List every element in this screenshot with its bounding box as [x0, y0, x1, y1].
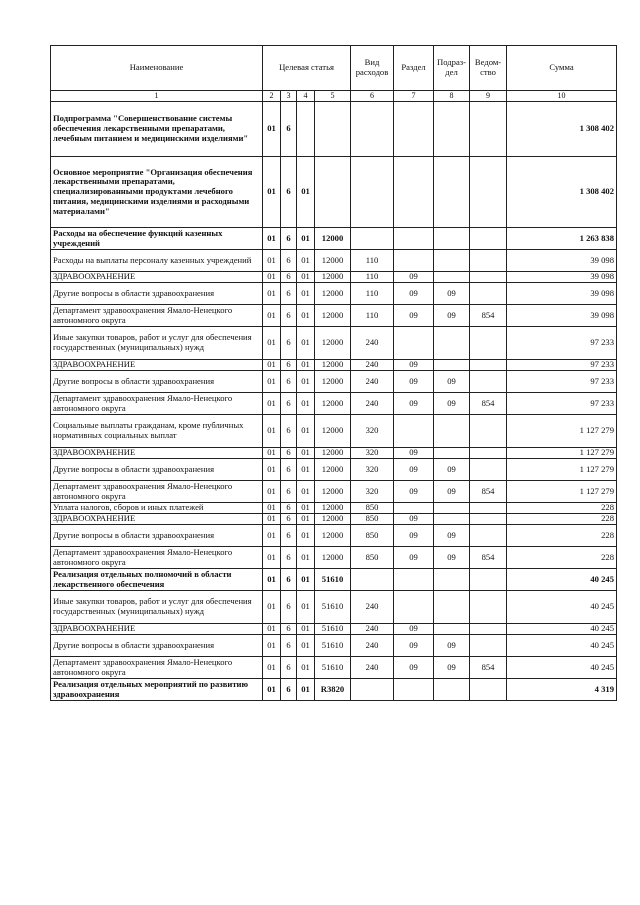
target-code-3: 01	[297, 525, 315, 547]
target-code-1: 01	[263, 327, 281, 360]
target-code-2: 6	[281, 448, 297, 459]
target-code-4: 51610	[315, 569, 351, 591]
row-name: Иные закупки товаров, работ и услуг для обеспечения государственных (муниципальных) нужд	[51, 327, 263, 360]
target-code-2: 6	[281, 547, 297, 569]
target-code-3: 01	[297, 250, 315, 272]
target-code-3: 01	[297, 305, 315, 327]
department-code	[470, 250, 507, 272]
target-code-1: 01	[263, 514, 281, 525]
target-code-1: 01	[263, 415, 281, 448]
table-row	[51, 371, 617, 393]
table-row	[51, 157, 617, 228]
target-code-2: 6	[281, 525, 297, 547]
section-code	[394, 591, 434, 624]
subsection-code	[434, 327, 470, 360]
target-code-2: 6	[281, 415, 297, 448]
header-target: Целевая статья	[263, 46, 351, 91]
target-code-2: 6	[281, 657, 297, 679]
target-code-3: 01	[297, 459, 315, 481]
target-code-2: 6	[281, 514, 297, 525]
target-code-4: 51610	[315, 657, 351, 679]
subsection-code	[434, 514, 470, 525]
amount: 40 245	[507, 569, 617, 591]
amount: 40 245	[507, 635, 617, 657]
target-code-3: 01	[297, 448, 315, 459]
table-row	[51, 360, 617, 371]
department-code	[470, 591, 507, 624]
target-code-1: 01	[263, 250, 281, 272]
amount: 4 319	[507, 679, 617, 701]
target-code-3: 01	[297, 657, 315, 679]
section-code	[394, 157, 434, 228]
column-number: 4	[297, 91, 315, 102]
target-code-2: 6	[281, 481, 297, 503]
target-code-1: 01	[263, 624, 281, 635]
expense-type: 240	[351, 657, 394, 679]
row-name: Социальные выплаты гражданам, кроме публичных нормативных социальных выплат	[51, 415, 263, 448]
target-code-1: 01	[263, 283, 281, 305]
department-code	[470, 327, 507, 360]
table-row	[51, 547, 617, 569]
section-code: 09	[394, 393, 434, 415]
target-code-4: 51610	[315, 635, 351, 657]
target-code-3: 01	[297, 481, 315, 503]
target-code-4: 12000	[315, 250, 351, 272]
target-code-3: 01	[297, 514, 315, 525]
target-code-4: 12000	[315, 448, 351, 459]
target-code-4: 12000	[315, 459, 351, 481]
department-code	[470, 569, 507, 591]
amount: 228	[507, 514, 617, 525]
section-code: 09	[394, 448, 434, 459]
expense-type	[351, 157, 394, 228]
target-code-1: 01	[263, 503, 281, 514]
table-row	[51, 635, 617, 657]
row-name: Уплата налогов, сборов и иных платежей	[51, 503, 263, 514]
subsection-code	[434, 569, 470, 591]
section-code	[394, 415, 434, 448]
amount: 1 263 838	[507, 228, 617, 250]
target-code-2: 6	[281, 157, 297, 228]
target-code-2: 6	[281, 393, 297, 415]
column-number: 2	[263, 91, 281, 102]
expense-type: 320	[351, 481, 394, 503]
target-code-3: 01	[297, 157, 315, 228]
target-code-1: 01	[263, 459, 281, 481]
table-row	[51, 102, 617, 157]
target-code-3	[297, 102, 315, 157]
department-code: 854	[470, 657, 507, 679]
target-code-2: 6	[281, 102, 297, 157]
expense-type	[351, 102, 394, 157]
expense-type: 240	[351, 360, 394, 371]
amount: 228	[507, 547, 617, 569]
department-code	[470, 102, 507, 157]
expense-type: 320	[351, 448, 394, 459]
target-code-4: 12000	[315, 327, 351, 360]
section-code: 09	[394, 371, 434, 393]
target-code-1: 01	[263, 228, 281, 250]
row-name: Подпрограмма "Совершенствование системы обеспечения лекарственными препаратами, лечебным питанием и медицинскими изделиями"	[51, 102, 263, 157]
subsection-code	[434, 679, 470, 701]
subsection-code: 09	[434, 657, 470, 679]
section-code: 09	[394, 360, 434, 371]
expense-type: 240	[351, 327, 394, 360]
target-code-1: 01	[263, 393, 281, 415]
target-code-2: 6	[281, 624, 297, 635]
row-name: Иные закупки товаров, работ и услуг для обеспечения государственных (муниципальных) нужд	[51, 591, 263, 624]
column-number: 3	[281, 91, 297, 102]
table-row	[51, 657, 617, 679]
header-name: Наименование	[51, 46, 263, 91]
target-code-3: 01	[297, 371, 315, 393]
target-code-3: 01	[297, 360, 315, 371]
table-row	[51, 448, 617, 459]
department-code	[470, 157, 507, 228]
department-code: 854	[470, 393, 507, 415]
amount: 97 233	[507, 327, 617, 360]
row-name: Другие вопросы в области здравоохранения	[51, 371, 263, 393]
target-code-1: 01	[263, 635, 281, 657]
table-row	[51, 569, 617, 591]
column-number: 8	[434, 91, 470, 102]
target-code-2: 6	[281, 569, 297, 591]
column-number: 1	[51, 91, 263, 102]
target-code-2: 6	[281, 503, 297, 514]
expense-type: 110	[351, 250, 394, 272]
target-code-1: 01	[263, 657, 281, 679]
column-number: 5	[315, 91, 351, 102]
target-code-1: 01	[263, 591, 281, 624]
subsection-code	[434, 157, 470, 228]
section-code: 09	[394, 547, 434, 569]
section-code: 09	[394, 525, 434, 547]
column-number: 9	[470, 91, 507, 102]
target-code-1: 01	[263, 102, 281, 157]
department-code: 854	[470, 547, 507, 569]
target-code-2: 6	[281, 305, 297, 327]
table-header	[51, 46, 617, 102]
column-number: 6	[351, 91, 394, 102]
department-code	[470, 679, 507, 701]
section-code	[394, 679, 434, 701]
amount: 40 245	[507, 624, 617, 635]
subsection-code: 09	[434, 283, 470, 305]
target-code-1: 01	[263, 360, 281, 371]
section-code	[394, 228, 434, 250]
target-code-1: 01	[263, 679, 281, 701]
target-code-4: 12000	[315, 371, 351, 393]
department-code	[470, 448, 507, 459]
target-code-4	[315, 102, 351, 157]
row-name: Другие вопросы в области здравоохранения	[51, 283, 263, 305]
expense-type: 320	[351, 459, 394, 481]
target-code-4: 51610	[315, 624, 351, 635]
row-name: Расходы на выплаты персоналу казенных учреждений	[51, 250, 263, 272]
target-code-4: 12000	[315, 547, 351, 569]
target-code-2: 6	[281, 591, 297, 624]
expense-type: 110	[351, 272, 394, 283]
expense-type: 320	[351, 415, 394, 448]
subsection-code: 09	[434, 305, 470, 327]
table-row	[51, 283, 617, 305]
expense-type: 850	[351, 514, 394, 525]
target-code-2: 6	[281, 635, 297, 657]
target-code-4: R3820	[315, 679, 351, 701]
header-razdel: Раздел	[394, 46, 434, 91]
department-code	[470, 371, 507, 393]
expense-type: 850	[351, 525, 394, 547]
row-name: Департамент здравоохранения Ямало-Ненецкого автономного округа	[51, 305, 263, 327]
table-row	[51, 591, 617, 624]
subsection-code	[434, 250, 470, 272]
department-code	[470, 228, 507, 250]
target-code-1: 01	[263, 481, 281, 503]
target-code-2: 6	[281, 272, 297, 283]
department-code	[470, 272, 507, 283]
target-code-1: 01	[263, 371, 281, 393]
amount: 1 127 279	[507, 459, 617, 481]
section-code: 09	[394, 657, 434, 679]
section-code	[394, 569, 434, 591]
target-code-4: 12000	[315, 393, 351, 415]
table-row	[51, 624, 617, 635]
subsection-code: 09	[434, 393, 470, 415]
section-code: 09	[394, 481, 434, 503]
row-name: ЗДРАВООХРАНЕНИЕ	[51, 624, 263, 635]
table-row	[51, 305, 617, 327]
target-code-4: 12000	[315, 360, 351, 371]
amount: 39 098	[507, 272, 617, 283]
department-code	[470, 635, 507, 657]
target-code-4: 51610	[315, 591, 351, 624]
department-code	[470, 283, 507, 305]
target-code-3: 01	[297, 283, 315, 305]
target-code-2: 6	[281, 327, 297, 360]
department-code	[470, 514, 507, 525]
row-name: ЗДРАВООХРАНЕНИЕ	[51, 514, 263, 525]
table-row	[51, 228, 617, 250]
table-row	[51, 679, 617, 701]
row-name: Департамент здравоохранения Ямало-Ненецкого автономного округа	[51, 547, 263, 569]
target-code-1: 01	[263, 569, 281, 591]
target-code-3: 01	[297, 569, 315, 591]
target-code-3: 01	[297, 327, 315, 360]
row-name: ЗДРАВООХРАНЕНИЕ	[51, 360, 263, 371]
expense-type: 240	[351, 635, 394, 657]
subsection-code	[434, 360, 470, 371]
expense-type: 110	[351, 305, 394, 327]
amount: 39 098	[507, 305, 617, 327]
target-code-2: 6	[281, 228, 297, 250]
section-code: 09	[394, 305, 434, 327]
section-code	[394, 250, 434, 272]
expense-type: 240	[351, 393, 394, 415]
header-summa: Сумма	[507, 46, 617, 91]
section-code: 09	[394, 283, 434, 305]
table-row	[51, 272, 617, 283]
table-row	[51, 481, 617, 503]
table-row	[51, 525, 617, 547]
subsection-code: 09	[434, 459, 470, 481]
target-code-3: 01	[297, 228, 315, 250]
amount: 97 233	[507, 360, 617, 371]
target-code-3: 01	[297, 547, 315, 569]
expense-type: 240	[351, 591, 394, 624]
section-code	[394, 503, 434, 514]
amount: 97 233	[507, 393, 617, 415]
subsection-code: 09	[434, 481, 470, 503]
target-code-3: 01	[297, 624, 315, 635]
target-code-1: 01	[263, 272, 281, 283]
target-code-1: 01	[263, 157, 281, 228]
subsection-code: 09	[434, 525, 470, 547]
target-code-4: 12000	[315, 228, 351, 250]
department-code	[470, 415, 507, 448]
department-code	[470, 503, 507, 514]
amount: 97 233	[507, 371, 617, 393]
target-code-2: 6	[281, 250, 297, 272]
amount: 1 308 402	[507, 102, 617, 157]
target-code-4: 12000	[315, 283, 351, 305]
target-code-3: 01	[297, 393, 315, 415]
row-name: Департамент здравоохранения Ямало-Ненецкого автономного округа	[51, 481, 263, 503]
section-code: 09	[394, 459, 434, 481]
table-row	[51, 393, 617, 415]
amount: 39 098	[507, 250, 617, 272]
expense-type: 240	[351, 624, 394, 635]
expense-type: 240	[351, 371, 394, 393]
section-code	[394, 327, 434, 360]
section-code	[394, 102, 434, 157]
subsection-code	[434, 503, 470, 514]
target-code-4: 12000	[315, 272, 351, 283]
expense-type: 110	[351, 283, 394, 305]
subsection-code	[434, 102, 470, 157]
target-code-2: 6	[281, 283, 297, 305]
subsection-code	[434, 591, 470, 624]
budget-document	[50, 45, 617, 701]
table-row	[51, 514, 617, 525]
amount: 40 245	[507, 657, 617, 679]
target-code-3: 01	[297, 635, 315, 657]
row-name: Реализация отдельных мероприятий по развитию здравоохранения	[51, 679, 263, 701]
row-name: Другие вопросы в области здравоохранения	[51, 525, 263, 547]
table-row	[51, 327, 617, 360]
target-code-3: 01	[297, 503, 315, 514]
expense-type	[351, 569, 394, 591]
target-code-2: 6	[281, 679, 297, 701]
row-name: Основное мероприятие "Организация обеспечения лекарственными препаратами, специализированными продуктами лечебного питания, медицинскими изделиями и расходными материалами"	[51, 157, 263, 228]
target-code-1: 01	[263, 305, 281, 327]
section-code: 09	[394, 272, 434, 283]
row-name: Департамент здравоохранения Ямало-Ненецкого автономного округа	[51, 657, 263, 679]
row-name: Департамент здравоохранения Ямало-Ненецкого автономного округа	[51, 393, 263, 415]
row-name: ЗДРАВООХРАНЕНИЕ	[51, 448, 263, 459]
department-code: 854	[470, 305, 507, 327]
target-code-1: 01	[263, 525, 281, 547]
target-code-4: 12000	[315, 305, 351, 327]
department-code	[470, 459, 507, 481]
amount: 1 308 402	[507, 157, 617, 228]
table-row	[51, 250, 617, 272]
expense-type: 850	[351, 547, 394, 569]
row-name: Другие вопросы в области здравоохранения	[51, 635, 263, 657]
subsection-code: 09	[434, 371, 470, 393]
table-row	[51, 503, 617, 514]
column-number: 10	[507, 91, 617, 102]
expense-type	[351, 679, 394, 701]
subsection-code	[434, 624, 470, 635]
amount: 228	[507, 525, 617, 547]
row-name: Реализация отдельных полномочий в области лекарственного обеспечения	[51, 569, 263, 591]
subsection-code	[434, 448, 470, 459]
expense-type: 850	[351, 503, 394, 514]
amount: 39 098	[507, 283, 617, 305]
amount: 1 127 279	[507, 415, 617, 448]
target-code-4: 12000	[315, 514, 351, 525]
target-code-2: 6	[281, 360, 297, 371]
table-body	[51, 102, 617, 701]
department-code: 854	[470, 481, 507, 503]
table-row	[51, 415, 617, 448]
expense-type	[351, 228, 394, 250]
target-code-1: 01	[263, 448, 281, 459]
subsection-code	[434, 272, 470, 283]
section-code: 09	[394, 624, 434, 635]
target-code-4: 12000	[315, 481, 351, 503]
target-code-4: 12000	[315, 503, 351, 514]
subsection-code	[434, 228, 470, 250]
department-code	[470, 525, 507, 547]
header-vid: Вид расходов	[351, 46, 394, 91]
column-numbers-row	[51, 91, 617, 102]
row-name: Расходы на обеспечение функций казенных учреждений	[51, 228, 263, 250]
target-code-3: 01	[297, 679, 315, 701]
section-code: 09	[394, 635, 434, 657]
target-code-3: 01	[297, 272, 315, 283]
target-code-4: 12000	[315, 415, 351, 448]
budget-table	[50, 45, 617, 701]
table-row	[51, 459, 617, 481]
amount: 228	[507, 503, 617, 514]
column-number: 7	[394, 91, 434, 102]
amount: 40 245	[507, 591, 617, 624]
target-code-3: 01	[297, 591, 315, 624]
department-code	[470, 360, 507, 371]
target-code-1: 01	[263, 547, 281, 569]
row-name: Другие вопросы в области здравоохранения	[51, 459, 263, 481]
row-name: ЗДРАВООХРАНЕНИЕ	[51, 272, 263, 283]
header-podrazdel: Подраз-дел	[434, 46, 470, 91]
section-code: 09	[394, 514, 434, 525]
target-code-3: 01	[297, 415, 315, 448]
target-code-4: 12000	[315, 525, 351, 547]
target-code-4	[315, 157, 351, 228]
subsection-code: 09	[434, 635, 470, 657]
target-code-2: 6	[281, 371, 297, 393]
amount: 1 127 279	[507, 448, 617, 459]
subsection-code	[434, 415, 470, 448]
target-code-2: 6	[281, 459, 297, 481]
amount: 1 127 279	[507, 481, 617, 503]
department-code	[470, 624, 507, 635]
header-vedomstvo: Ведом-ство	[470, 46, 507, 91]
subsection-code: 09	[434, 547, 470, 569]
